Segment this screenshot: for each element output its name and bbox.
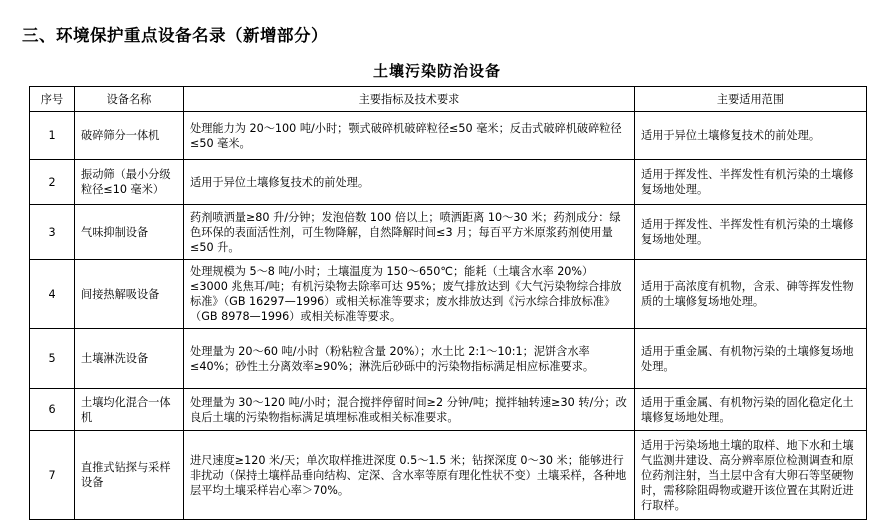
row-no: 6 [30,389,75,431]
table-row [30,205,867,260]
table-row [30,389,867,431]
table-row [30,431,867,520]
row-name: 间接热解吸设备 [75,260,184,329]
equipment-table [29,86,867,520]
row-scope: 适用于高浓度有机物，含汞、砷等挥发性物质的土壤修复场地处理。 [635,260,867,329]
row-spec: 处理量为 20～60 吨/小时（粉粘粒含量 20%）；水土比 2:1～10:1；泥饼含水率≤40%；砂性土分离效率≥90%；淋洗后砂砾中的污染物指标满足相应标准要求。 [184,329,635,389]
table-row [30,112,867,160]
row-no: 2 [30,160,75,205]
row-name: 直推式钻探与采样设备 [75,431,184,520]
table-title: 土壤污染防治设备 [372,62,501,80]
row-name: 破碎筛分一体机 [75,112,184,160]
row-spec: 药剂喷洒量≥80 升/分钟；发泡倍数 100 倍以上；喷洒距离 10～30 米；药剂成分：绿色环保的表面活性剂，可生物降解，自然降解时间≤3 月；每百平方米原浆药剂使用量≤50 升。 [184,205,635,260]
row-scope: 适用于异位土壤修复技术的前处理。 [635,112,867,160]
table-header-row [30,87,867,112]
row-spec: 处理量为 30～120 吨/小时；混合搅拌停留时间≥2 分钟/吨；搅拌轴转速≥30 转/分；改良后土壤的污染物指标满足填埋标准或相关标准要求。 [184,389,635,431]
row-scope: 适用于重金属、有机物污染的固化稳定化土壤修复场地处理。 [635,389,867,431]
header-spec: 主要指标及技术要求 [184,87,635,112]
section-title: 三、环境保护重点设备名录（新增部分） [22,26,328,45]
header-scope: 主要适用范围 [635,87,867,112]
row-spec: 处理能力为 20～100 吨/小时；颚式破碎机破碎粒径≤50 毫米；反击式破碎机破碎粒径≤50 毫米。 [184,112,635,160]
row-no: 1 [30,112,75,160]
row-no: 7 [30,431,75,520]
header-name: 设备名称 [75,87,184,112]
row-name: 振动筛（最小分级粒径≤10 毫米） [75,160,184,205]
row-name: 土壤均化混合一体机 [75,389,184,431]
row-no: 5 [30,329,75,389]
header-no: 序号 [30,87,75,112]
row-scope: 适用于挥发性、半挥发性有机污染的土壤修复场地处理。 [635,160,867,205]
row-spec: 进尺速度≥120 米/天；单次取样推进深度 0.5～1.5 米；钻探深度 0～30 米；能够进行非扰动（保持土壤样品垂向结构、定深、含水率等原有理化性状不变）土壤采样，各种地层平均土壤采样岩心率＞70%。 [184,431,635,520]
row-no: 3 [30,205,75,260]
table-row [30,329,867,389]
row-scope: 适用于污染场地土壤的取样、地下水和土壤气监测井建设、高分辨率原位检测调查和原位药剂注射，当土层中含有大卵石等坚硬物时，需移除阻碍物或避开该位置在其附近进行取样。 [635,431,867,520]
row-name: 土壤淋洗设备 [75,329,184,389]
row-scope: 适用于重金属、有机物污染的土壤修复场地处理。 [635,329,867,389]
row-scope: 适用于挥发性、半挥发性有机污染的土壤修复场地处理。 [635,205,867,260]
table-row [30,260,867,329]
row-spec: 处理规模为 5～8 吨/小时；土壤温度为 150～650℃；能耗（土壤含水率 20%）≤3000 兆焦耳/吨；有机污染物去除率可达 95%；废气排放达到《大气污染物综合排放标准》（GB 16297—1996）或相关标准等要求；废水排放达到《污水综合排放标准》（GB 8978—1996）或相关标准等要求。 [184,260,635,329]
row-name: 气味抑制设备 [75,205,184,260]
row-no: 4 [30,260,75,329]
table-row [30,160,867,205]
row-spec: 适用于异位土壤修复技术的前处理。 [184,160,635,205]
